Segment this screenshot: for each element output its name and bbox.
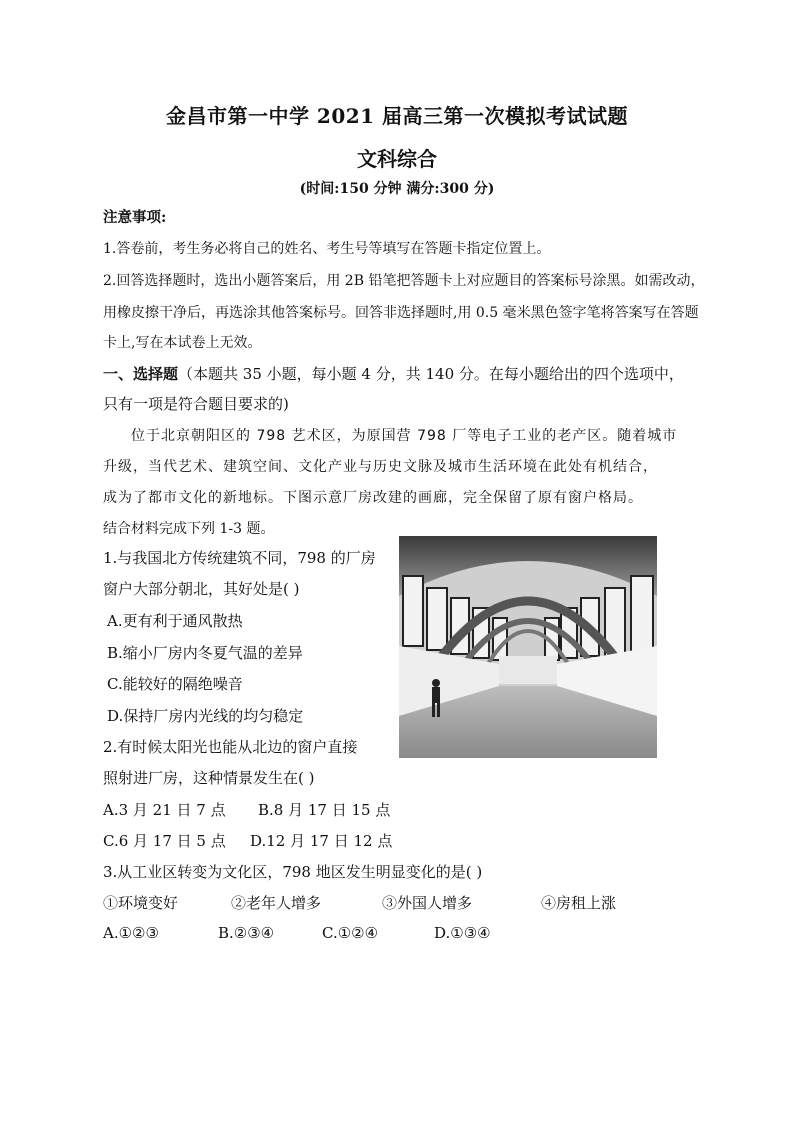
q1-stem-line-2: 窗户大部分朝北，其好处是( ) [103, 580, 300, 598]
subject-title: 文科综合 [357, 147, 437, 171]
section-desc-line-1: （本题共 35 小题，每小题 4 分，共 140 分。在每小题给出的四个选项中， [178, 365, 684, 383]
passage-line-3: 成为了都市文化的新地标。下图示意厂房改建的画廊，完全保留了原有窗户格局。 [103, 490, 643, 506]
q3-option-c: C.①②④ [322, 924, 379, 942]
q3-item-4: ④房租上涨 [541, 894, 617, 912]
notes-item-1: 1.答卷前，考生务必将自己的姓名、考生号等填写在答题卡指定位置上。 [103, 241, 551, 257]
q1-stem-line-1: 1.与我国北方传统建筑不同，798 的厂房 [103, 549, 376, 567]
q2-option-d: D.12 月 17 日 12 点 [250, 832, 393, 850]
q3-item-3: ③外国人增多 [382, 894, 473, 912]
q2-stem-line-1: 2.有时候太阳光也能从北边的窗户直接 [103, 738, 358, 756]
q3-option-a: A.①②③ [103, 924, 159, 942]
q3-stem: 3.从工业区转变为文化区，798 地区发生明显变化的是( ) [103, 863, 483, 881]
q1-option-b: B.缩小厂房内冬夏气温的差异 [107, 644, 303, 662]
q2-option-c: C.6 月 17 日 5 点 [103, 832, 226, 850]
exam-title: 金昌市第一中学 2021 届高三第一次模拟考试试题 [165, 104, 629, 128]
notes-item-2-line-2: 用橡皮擦干净后，再选涂其他答案标号。回答非选择题时,用 0.5 毫米黑色签字笔将答案写在答题 [103, 305, 699, 321]
q3-option-d: D.①③④ [434, 924, 491, 942]
q1-option-d: D.保持厂房内光线的均匀稳定 [107, 707, 304, 725]
q3-item-1: ①环境变好 [103, 894, 179, 912]
passage-line-1: 位于北京朝阳区的 798 艺术区，为原国营 798 厂等电子工业的老产区。随着城市 [131, 428, 678, 444]
q2-option-a: A.3 月 21 日 7 点 [103, 801, 226, 819]
passage-line-4: 结合材料完成下列 1-3 题。 [103, 521, 275, 537]
q2-stem-line-2: 照射进厂房，这种情景发生在( ) [103, 769, 315, 787]
passage-line-2: 升级，当代艺术、建筑空间、文化产业与历史文脉及城市生活环境在此处有机结合， [103, 459, 658, 475]
q1-option-c: C.能较好的隔绝噪音 [107, 675, 243, 693]
gallery-photo [399, 536, 657, 758]
section-label: 一、选择题 [103, 365, 179, 383]
q3-item-2: ②老年人增多 [231, 894, 322, 912]
notes-item-2-line-3: 卡上,写在本试卷上无效。 [103, 335, 262, 351]
q2-option-b: B.8 月 17 日 15 点 [258, 801, 391, 819]
notes-heading: 注意事项: [103, 209, 167, 226]
notes-item-2-line-1: 2.回答选择题时，选出小题答案后，用 2B 铅笔把答题卡上对应题目的答案标号涂黑。如需改动， [103, 273, 705, 289]
q3-option-b: B.②③④ [218, 924, 275, 942]
section-heading [103, 363, 684, 384]
q1-option-a: A.更有利于通风散热 [107, 612, 243, 630]
time-info: (时间:150 分钟 满分:300 分) [299, 181, 495, 197]
section-desc-line-2: 只有一项是符合题目要求的) [103, 395, 289, 413]
gallery-illustration [399, 536, 657, 758]
